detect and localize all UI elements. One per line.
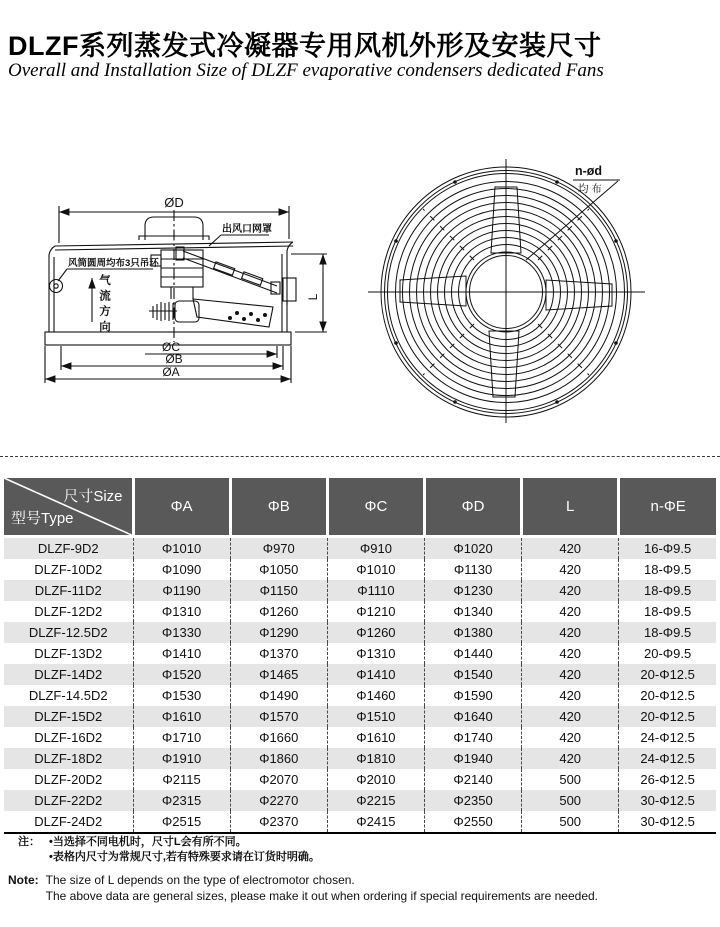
table-row [4, 643, 716, 664]
dim-b-cell: Φ1660 [230, 727, 327, 748]
dim-a-cell: Φ1190 [133, 580, 230, 601]
fan-front-view-drawing [362, 147, 714, 424]
dim-label-a: ØA [162, 365, 180, 379]
dim-b-cell: Φ1570 [230, 706, 327, 727]
dim-d-cell: Φ1540 [424, 664, 521, 685]
fan-side-view-drawing [25, 150, 337, 424]
dim-a-cell: Φ1520 [133, 664, 230, 685]
model-cell: DLZF-13D2 [34, 646, 103, 661]
dim-a-cell: Φ1090 [133, 559, 230, 580]
dim-n-cell: 30-Φ12.5 [619, 811, 716, 833]
column-header-n-phi-e: n-ΦE [619, 478, 716, 537]
dim-b-cell: Φ2070 [230, 769, 327, 790]
dim-d-cell: Φ1590 [424, 685, 521, 706]
dim-a-cell: Φ1330 [133, 622, 230, 643]
dim-b-cell: Φ1150 [230, 580, 327, 601]
note-label-zh: 注： [18, 836, 40, 848]
table-row [4, 790, 716, 811]
evenly-distributed-label: 均 布 [578, 183, 602, 195]
note-chinese [18, 835, 320, 865]
table-row [4, 727, 716, 748]
dim-a-cell: Φ1910 [133, 748, 230, 769]
dim-l-cell: 420 [522, 685, 619, 706]
dim-l-cell: 420 [522, 537, 619, 560]
dim-l-cell: 420 [522, 727, 619, 748]
note-line-zh-2: •表格内尺寸为常规尺寸,若有特殊要求请在订货时明确。 [49, 851, 320, 863]
note-line-en-1: The size of L depends on the type of electromotor chosen. [45, 873, 355, 887]
table-row [4, 537, 716, 560]
page-subtitle: Overall and Installation Size of DLZF evaporative condensers dedicated Fans [8, 60, 604, 81]
note-english [8, 872, 598, 904]
column-header-phi-a: ΦA [133, 478, 230, 537]
dim-d-cell: Φ2550 [424, 811, 521, 833]
table-row [4, 685, 716, 706]
dim-a-cell: Φ1710 [133, 727, 230, 748]
model-cell: DLZF-14.5D2 [28, 688, 108, 703]
dim-c-cell: Φ2010 [327, 769, 424, 790]
model-cell: DLZF-11D2 [34, 583, 102, 598]
table-header-row [4, 478, 716, 537]
dim-n-cell: 20-Φ12.5 [619, 706, 716, 727]
dim-n-cell: 18-Φ9.5 [619, 622, 716, 643]
dim-l-cell: 420 [522, 622, 619, 643]
blade-rivet-dots [228, 311, 267, 322]
dim-b-cell: Φ1050 [230, 559, 327, 580]
model-cell: DLZF-15D2 [34, 709, 103, 724]
column-header-phi-c: ΦC [327, 478, 424, 537]
dim-b-cell: Φ1290 [230, 622, 327, 643]
dim-l-cell: 420 [522, 748, 619, 769]
note-line-zh-1: •当选择不同电机时，尺寸L会有所不同。 [49, 836, 247, 848]
dim-a-cell: Φ1010 [133, 537, 230, 560]
table-row [4, 811, 716, 833]
table-corner-cell [4, 478, 133, 537]
dim-c-cell: Φ1510 [327, 706, 424, 727]
dim-b-cell: Φ1370 [230, 643, 327, 664]
outlet-grille-label: 出风口网罩 [222, 224, 272, 235]
dim-d-cell: Φ1740 [424, 727, 521, 748]
model-cell: DLZF-20D2 [34, 772, 103, 787]
dim-a-cell: Φ1410 [133, 643, 230, 664]
dimension-table [4, 478, 716, 834]
dim-n-cell: 18-Φ9.5 [619, 559, 716, 580]
dim-label-b: ØB [165, 352, 183, 366]
column-header-phi-d: ΦD [424, 478, 521, 537]
dim-d-cell: Φ1640 [424, 706, 521, 727]
dim-b-cell: Φ1860 [230, 748, 327, 769]
model-cell: DLZF-16D2 [34, 730, 103, 745]
dim-a-cell: Φ1310 [133, 601, 230, 622]
dim-c-cell: Φ1310 [327, 643, 424, 664]
dim-b-cell: Φ1465 [230, 664, 327, 685]
page-title: DLZF系列蒸发式冷凝器专用风机外形及安装尺寸 [8, 31, 602, 61]
dim-c-cell: Φ1210 [327, 601, 424, 622]
dim-l-cell: 500 [522, 811, 619, 833]
table-row [4, 706, 716, 727]
dim-c-cell: Φ1010 [327, 559, 424, 580]
dim-a-cell: Φ1530 [133, 685, 230, 706]
dim-n-cell: 24-Φ12.5 [619, 727, 716, 748]
dim-d-cell: Φ1940 [424, 748, 521, 769]
dim-b-cell: Φ2270 [230, 790, 327, 811]
dim-n-cell: 30-Φ12.5 [619, 790, 716, 811]
dim-d-cell: Φ1340 [424, 601, 521, 622]
model-cell: DLZF-14D2 [34, 667, 103, 682]
lifting-ring-icon [50, 280, 63, 293]
dim-a-cell: Φ1610 [133, 706, 230, 727]
table-row [4, 769, 716, 790]
dim-l-cell: 420 [522, 706, 619, 727]
table-body [4, 537, 716, 834]
dim-c-cell: Φ1110 [327, 580, 424, 601]
model-cell: DLZF-22D2 [34, 793, 103, 808]
dim-label-c: ØC [162, 340, 180, 354]
model-cell: DLZF-12D2 [34, 604, 103, 619]
dim-l-cell: 500 [522, 790, 619, 811]
column-header-l: L [522, 478, 619, 537]
dim-n-cell: 18-Φ9.5 [619, 601, 716, 622]
dim-l-cell: 420 [522, 664, 619, 685]
dim-b-cell: Φ1490 [230, 685, 327, 706]
model-cell: DLZF-18D2 [34, 751, 103, 766]
dim-a-cell: Φ2515 [133, 811, 230, 833]
dim-c-cell: Φ2415 [327, 811, 424, 833]
corner-label-size: 尺寸Size [63, 488, 123, 505]
dim-c-cell: Φ1460 [327, 685, 424, 706]
corner-label-type: 型号Type [11, 510, 74, 527]
model-cell: DLZF-12.5D2 [28, 625, 108, 640]
model-cell: DLZF-10D2 [34, 562, 103, 577]
table-row [4, 748, 716, 769]
dim-n-cell: 16-Φ9.5 [619, 537, 716, 560]
dim-c-cell: Φ1810 [327, 748, 424, 769]
dim-b-cell: Φ1260 [230, 601, 327, 622]
dim-d-cell: Φ1130 [424, 559, 521, 580]
note-line-en-2: The above data are general sizes, please make it out when ordering if special requirements are needed. [45, 889, 598, 903]
table-row [4, 664, 716, 685]
dim-b-cell: Φ2370 [230, 811, 327, 833]
dim-d-cell: Φ1440 [424, 643, 521, 664]
dim-d-cell: Φ1230 [424, 580, 521, 601]
dim-a-cell: Φ2115 [133, 769, 230, 790]
model-cell: DLZF-24D2 [34, 814, 103, 829]
dim-c-cell: Φ1610 [327, 727, 424, 748]
dim-l-cell: 500 [522, 769, 619, 790]
table-row [4, 559, 716, 580]
dim-d-cell: Φ1380 [424, 622, 521, 643]
dim-a-cell: Φ2315 [133, 790, 230, 811]
dim-c-cell: Φ910 [327, 537, 424, 560]
note-label-en: Note: [8, 873, 39, 887]
dim-n-cell: 20-Φ9.5 [619, 643, 716, 664]
dim-l-cell: 420 [522, 601, 619, 622]
column-header-phi-b: ΦB [230, 478, 327, 537]
dim-label-d: ØD [164, 195, 184, 210]
dim-b-cell: Φ970 [230, 537, 327, 560]
table-row [4, 622, 716, 643]
dim-label-l: L [306, 293, 320, 301]
dim-l-cell: 420 [522, 643, 619, 664]
dim-c-cell: Φ2215 [327, 790, 424, 811]
mounting-holes-label: n-ød [575, 164, 603, 178]
dim-c-cell: Φ1260 [327, 622, 424, 643]
dim-l-cell: 420 [522, 580, 619, 601]
dim-d-cell: Φ1020 [424, 537, 521, 560]
dim-n-cell: 20-Φ12.5 [619, 685, 716, 706]
dim-n-cell: 26-Φ12.5 [619, 769, 716, 790]
dim-n-cell: 18-Φ9.5 [619, 580, 716, 601]
dim-c-cell: Φ1410 [327, 664, 424, 685]
table-row [4, 580, 716, 601]
dim-n-cell: 20-Φ12.5 [619, 664, 716, 685]
dashed-divider [0, 456, 720, 457]
side-view-linework [45, 206, 327, 383]
dim-l-cell: 420 [522, 559, 619, 580]
table-row [4, 601, 716, 622]
airflow-direction-label: 气流方向 [98, 274, 110, 336]
dim-d-cell: Φ2140 [424, 769, 521, 790]
dim-d-cell: Φ2350 [424, 790, 521, 811]
dim-n-cell: 24-Φ12.5 [619, 748, 716, 769]
model-cell: DLZF-9D2 [37, 541, 99, 556]
lifting-rings-label: 风筒圆周均布3只吊环 [68, 258, 159, 269]
